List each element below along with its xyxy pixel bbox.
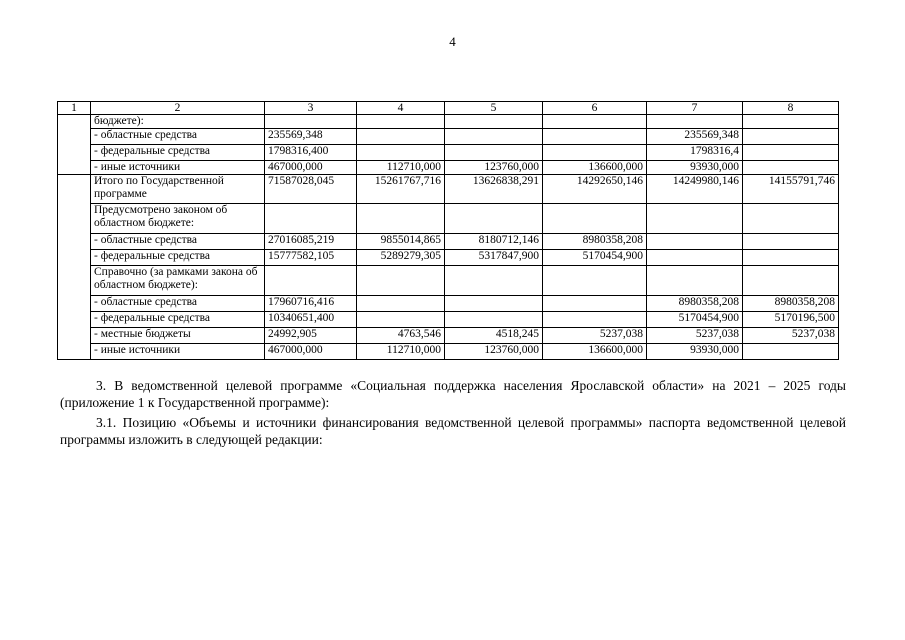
row-label: - областные средства	[91, 234, 265, 250]
value-cell: 71587028,045	[265, 175, 357, 204]
value-cell	[743, 204, 839, 234]
page-number: 4	[449, 34, 456, 49]
header-cell: 6	[543, 102, 647, 115]
value-cell: 8980358,208	[543, 234, 647, 250]
value-cell: 235569,348	[265, 129, 357, 145]
table-row	[58, 234, 839, 250]
value-cell	[543, 129, 647, 145]
value-cell: 13626838,291	[445, 175, 543, 204]
value-cell: 8980358,208	[647, 296, 743, 312]
row-label: Предусмотрено законом об областном бюджете:	[91, 204, 265, 234]
table-row	[58, 145, 839, 161]
row-label: - иные источники	[91, 344, 265, 360]
table-row	[58, 161, 839, 175]
row-label: - федеральные средства	[91, 145, 265, 161]
value-cell: 4518,245	[445, 328, 543, 344]
row-label: бюджете):	[91, 115, 265, 129]
value-cell	[357, 115, 445, 129]
value-cell: 1798316,400	[265, 145, 357, 161]
value-cell: 235569,348	[647, 129, 743, 145]
row-label: - областные средства	[91, 129, 265, 145]
value-cell	[743, 145, 839, 161]
header-cell: 5	[445, 102, 543, 115]
value-cell: 15777582,105	[265, 250, 357, 266]
value-cell: 123760,000	[445, 161, 543, 175]
value-cell: 123760,000	[445, 344, 543, 360]
funding-table-body	[58, 102, 839, 360]
value-cell: 467000,000	[265, 161, 357, 175]
table-row	[58, 266, 839, 296]
value-cell: 1798316,4	[647, 145, 743, 161]
table-row	[58, 250, 839, 266]
value-cell: 10340651,400	[265, 312, 357, 328]
header-cell: 7	[647, 102, 743, 115]
value-cell: 14249980,146	[647, 175, 743, 204]
paragraph-section-3-1: 3.1. Позицию «Объемы и источники финансирования ведомственной целевой программы» паспорта ведомственной целевой программы изложить в следующей редакции:	[60, 415, 846, 447]
value-cell: 4763,546	[357, 328, 445, 344]
value-cell	[647, 266, 743, 296]
value-cell: 5237,038	[743, 328, 839, 344]
value-cell	[647, 204, 743, 234]
row-label: Итого по Государственной программе	[91, 175, 265, 204]
value-cell: 14292650,146	[543, 175, 647, 204]
value-cell	[543, 115, 647, 129]
value-cell	[357, 266, 445, 296]
row-label: Справочно (за рамками закона об областном бюджете):	[91, 266, 265, 296]
group-number-cell	[58, 115, 91, 175]
header-cell: 1	[58, 102, 91, 115]
value-cell	[743, 250, 839, 266]
value-cell: 136600,000	[543, 161, 647, 175]
value-cell	[543, 145, 647, 161]
value-cell: 5289279,305	[357, 250, 445, 266]
value-cell	[357, 296, 445, 312]
header-cell: 4	[357, 102, 445, 115]
value-cell: 93930,000	[647, 344, 743, 360]
row-label: - иные источники	[91, 161, 265, 175]
table-row	[58, 129, 839, 145]
value-cell	[647, 250, 743, 266]
table-row	[58, 296, 839, 312]
value-cell: 467000,000	[265, 344, 357, 360]
row-label: - федеральные средства	[91, 250, 265, 266]
header-cell: 3	[265, 102, 357, 115]
value-cell	[743, 115, 839, 129]
value-cell	[743, 266, 839, 296]
value-cell: 93930,000	[647, 161, 743, 175]
value-cell: 24992,905	[265, 328, 357, 344]
table-row	[58, 328, 839, 344]
value-cell: 136600,000	[543, 344, 647, 360]
header-row	[58, 102, 839, 115]
value-cell: 5237,038	[543, 328, 647, 344]
table-row	[58, 115, 839, 129]
row-label: - местные бюджеты	[91, 328, 265, 344]
value-cell	[265, 204, 357, 234]
table-row	[58, 175, 839, 204]
value-cell	[445, 145, 543, 161]
value-cell: 27016085,219	[265, 234, 357, 250]
value-cell	[543, 266, 647, 296]
value-cell	[543, 204, 647, 234]
value-cell: 5170454,900	[647, 312, 743, 328]
value-cell	[265, 115, 357, 129]
value-cell	[743, 129, 839, 145]
value-cell: 17960716,416	[265, 296, 357, 312]
value-cell: 5317847,900	[445, 250, 543, 266]
funding-table	[57, 101, 839, 360]
table-row	[58, 344, 839, 360]
paragraph-section-3: 3. В ведомственной целевой программе «Социальная поддержка населения Ярославской области» на 2021 – 2025 годы (приложение 1 к Государственной программе):	[60, 378, 846, 410]
value-cell	[743, 234, 839, 250]
value-cell: 8180712,146	[445, 234, 543, 250]
value-cell: 15261767,716	[357, 175, 445, 204]
value-cell	[543, 296, 647, 312]
header-cell: 8	[743, 102, 839, 115]
value-cell	[647, 234, 743, 250]
value-cell	[357, 312, 445, 328]
value-cell: 5170196,500	[743, 312, 839, 328]
value-cell: 5237,038	[647, 328, 743, 344]
table-row	[58, 204, 839, 234]
value-cell	[445, 129, 543, 145]
row-label: - федеральные средства	[91, 312, 265, 328]
value-cell: 112710,000	[357, 344, 445, 360]
header-cell: 2	[91, 102, 265, 115]
table-row	[58, 312, 839, 328]
value-cell: 112710,000	[357, 161, 445, 175]
value-cell	[357, 204, 445, 234]
row-label: - областные средства	[91, 296, 265, 312]
value-cell	[647, 115, 743, 129]
value-cell	[357, 129, 445, 145]
value-cell	[265, 266, 357, 296]
value-cell	[743, 344, 839, 360]
value-cell	[445, 204, 543, 234]
group-number-cell	[58, 175, 91, 360]
value-cell	[445, 266, 543, 296]
value-cell	[357, 145, 445, 161]
value-cell	[543, 312, 647, 328]
value-cell: 8980358,208	[743, 296, 839, 312]
value-cell: 5170454,900	[543, 250, 647, 266]
value-cell: 14155791,746	[743, 175, 839, 204]
value-cell	[445, 115, 543, 129]
value-cell: 9855014,865	[357, 234, 445, 250]
value-cell	[445, 296, 543, 312]
value-cell	[743, 161, 839, 175]
value-cell	[445, 312, 543, 328]
